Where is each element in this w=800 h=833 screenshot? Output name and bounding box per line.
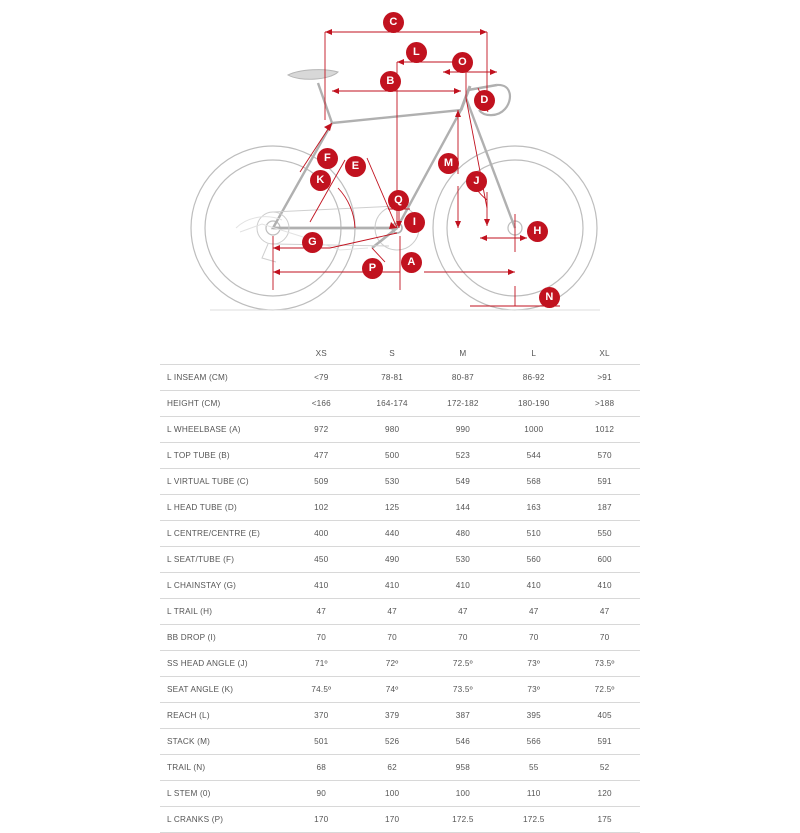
cell-xs: 410: [286, 573, 357, 599]
cell-xl: 591: [569, 469, 640, 495]
diagram-badge-A: A: [401, 252, 422, 273]
row-label: L TOP TUBE (B): [160, 443, 286, 469]
cell-m: 530: [427, 547, 498, 573]
row-label: STACK (M): [160, 729, 286, 755]
row-label: L WHEELBASE (A): [160, 417, 286, 443]
cell-m: 990: [427, 417, 498, 443]
diagram-badge-F: F: [317, 148, 338, 169]
cell-m: 80-87: [427, 365, 498, 391]
cell-xl: 410: [569, 573, 640, 599]
row-label: L CENTRE/CENTRE (E): [160, 521, 286, 547]
cell-l: 47: [498, 599, 569, 625]
cell-m: 387: [427, 703, 498, 729]
cell-l: 1000: [498, 417, 569, 443]
table-row: [160, 651, 640, 677]
cell-m: 100: [427, 781, 498, 807]
table-row: [160, 521, 640, 547]
diagram-badge-G: G: [302, 232, 323, 253]
row-label: HEIGHT (CM): [160, 391, 286, 417]
cell-s: 440: [357, 521, 428, 547]
diagram-badge-N: N: [539, 287, 560, 308]
geometry-table: [160, 342, 640, 833]
cell-s: 410: [357, 573, 428, 599]
row-label: SS HEAD ANGLE (J): [160, 651, 286, 677]
table-row: [160, 781, 640, 807]
cell-xs: 102: [286, 495, 357, 521]
table-row: [160, 677, 640, 703]
cell-l: 86-92: [498, 365, 569, 391]
row-label: L INSEAM (CM): [160, 365, 286, 391]
cell-s: 74º: [357, 677, 428, 703]
cell-l: 560: [498, 547, 569, 573]
cell-s: 100: [357, 781, 428, 807]
column-header-xs: XS: [286, 342, 357, 365]
cell-xl: 120: [569, 781, 640, 807]
cell-m: 480: [427, 521, 498, 547]
geometry-table-wrapper: [160, 342, 640, 833]
cell-l: 110: [498, 781, 569, 807]
cell-s: 530: [357, 469, 428, 495]
table-header-row: [160, 342, 640, 365]
table-row: [160, 547, 640, 573]
cell-xl: >91: [569, 365, 640, 391]
row-label: L STEM (0): [160, 781, 286, 807]
cell-s: 379: [357, 703, 428, 729]
row-label: REACH (L): [160, 703, 286, 729]
cell-xl: 73.5º: [569, 651, 640, 677]
cell-xl: 47: [569, 599, 640, 625]
cell-xs: 90: [286, 781, 357, 807]
row-label: L CRANKS (P): [160, 807, 286, 833]
table-row: [160, 391, 640, 417]
cell-xs: 972: [286, 417, 357, 443]
cell-xl: 1012: [569, 417, 640, 443]
cell-m: 73.5º: [427, 677, 498, 703]
diagram-badge-Q: Q: [388, 190, 409, 211]
diagram-badge-E: E: [345, 156, 366, 177]
cell-xl: 600: [569, 547, 640, 573]
cell-xl: 591: [569, 729, 640, 755]
cell-m: 546: [427, 729, 498, 755]
diagram-badge-L: L: [406, 42, 427, 63]
cell-xs: 477: [286, 443, 357, 469]
cell-s: 70: [357, 625, 428, 651]
cell-xs: 71º: [286, 651, 357, 677]
cell-s: 78-81: [357, 365, 428, 391]
cell-m: 70: [427, 625, 498, 651]
table-row: [160, 443, 640, 469]
cell-l: 172.5: [498, 807, 569, 833]
cell-s: 490: [357, 547, 428, 573]
column-header-s: S: [357, 342, 428, 365]
row-label: SEAT ANGLE (K): [160, 677, 286, 703]
cell-xl: 187: [569, 495, 640, 521]
row-label: L SEAT/TUBE (F): [160, 547, 286, 573]
cell-xs: 400: [286, 521, 357, 547]
table-row: [160, 469, 640, 495]
column-header-l: L: [498, 342, 569, 365]
cell-l: 73º: [498, 677, 569, 703]
cell-xs: 170: [286, 807, 357, 833]
table-row: [160, 365, 640, 391]
diagram-badge-J: J: [466, 171, 487, 192]
table-row: [160, 599, 640, 625]
diagram-badge-B: B: [380, 71, 401, 92]
cell-m: 72.5º: [427, 651, 498, 677]
table-row: [160, 417, 640, 443]
diagram-badge-M: M: [438, 153, 459, 174]
cell-xl: >188: [569, 391, 640, 417]
bike-geometry-diagram: [0, 0, 800, 330]
diagram-badge-C: C: [383, 12, 404, 33]
cell-xs: 370: [286, 703, 357, 729]
cell-xl: 52: [569, 755, 640, 781]
diagram-badge-P: P: [362, 258, 383, 279]
column-header-measure: [160, 342, 286, 365]
cell-l: 568: [498, 469, 569, 495]
cell-s: 125: [357, 495, 428, 521]
cell-xs: 450: [286, 547, 357, 573]
cell-s: 62: [357, 755, 428, 781]
cell-xl: 72.5º: [569, 677, 640, 703]
cell-m: 47: [427, 599, 498, 625]
cell-xl: 570: [569, 443, 640, 469]
row-label: L VIRTUAL TUBE (C): [160, 469, 286, 495]
table-row: [160, 495, 640, 521]
cell-xs: 74.5º: [286, 677, 357, 703]
row-label: L CHAINSTAY (G): [160, 573, 286, 599]
cell-l: 55: [498, 755, 569, 781]
cell-s: 170: [357, 807, 428, 833]
cell-l: 544: [498, 443, 569, 469]
cell-xs: 509: [286, 469, 357, 495]
cell-xs: <166: [286, 391, 357, 417]
cell-s: 980: [357, 417, 428, 443]
cell-s: 164-174: [357, 391, 428, 417]
cell-xs: 70: [286, 625, 357, 651]
row-label: BB DROP (I): [160, 625, 286, 651]
cell-s: 526: [357, 729, 428, 755]
cell-l: 566: [498, 729, 569, 755]
diagram-badge-I: I: [404, 212, 425, 233]
cell-l: 510: [498, 521, 569, 547]
cell-l: 395: [498, 703, 569, 729]
cell-xl: 550: [569, 521, 640, 547]
cell-l: 410: [498, 573, 569, 599]
cell-l: 73º: [498, 651, 569, 677]
cell-xs: 68: [286, 755, 357, 781]
column-header-m: M: [427, 342, 498, 365]
diagram-badge-K: K: [310, 170, 331, 191]
cell-l: 163: [498, 495, 569, 521]
table-row: [160, 729, 640, 755]
row-label: L HEAD TUBE (D): [160, 495, 286, 521]
cell-m: 172.5: [427, 807, 498, 833]
table-row: [160, 573, 640, 599]
cell-s: 72º: [357, 651, 428, 677]
row-label: L TRAIL (H): [160, 599, 286, 625]
cell-l: 70: [498, 625, 569, 651]
cell-xs: 501: [286, 729, 357, 755]
cell-xl: 405: [569, 703, 640, 729]
cell-xl: 175: [569, 807, 640, 833]
diagram-badge-H: H: [527, 221, 548, 242]
cell-s: 47: [357, 599, 428, 625]
cell-m: 410: [427, 573, 498, 599]
cell-xs: <79: [286, 365, 357, 391]
cell-xl: 70: [569, 625, 640, 651]
table-row: [160, 703, 640, 729]
cell-m: 523: [427, 443, 498, 469]
diagram-badge-D: D: [474, 90, 495, 111]
cell-m: 549: [427, 469, 498, 495]
cell-xs: 47: [286, 599, 357, 625]
table-row: [160, 755, 640, 781]
row-label: TRAIL (N): [160, 755, 286, 781]
table-row: [160, 625, 640, 651]
cell-s: 500: [357, 443, 428, 469]
cell-m: 144: [427, 495, 498, 521]
cell-m: 172-182: [427, 391, 498, 417]
cell-l: 180-190: [498, 391, 569, 417]
table-row: [160, 807, 640, 833]
column-header-xl: XL: [569, 342, 640, 365]
diagram-badge-O: O: [452, 52, 473, 73]
cell-m: 958: [427, 755, 498, 781]
